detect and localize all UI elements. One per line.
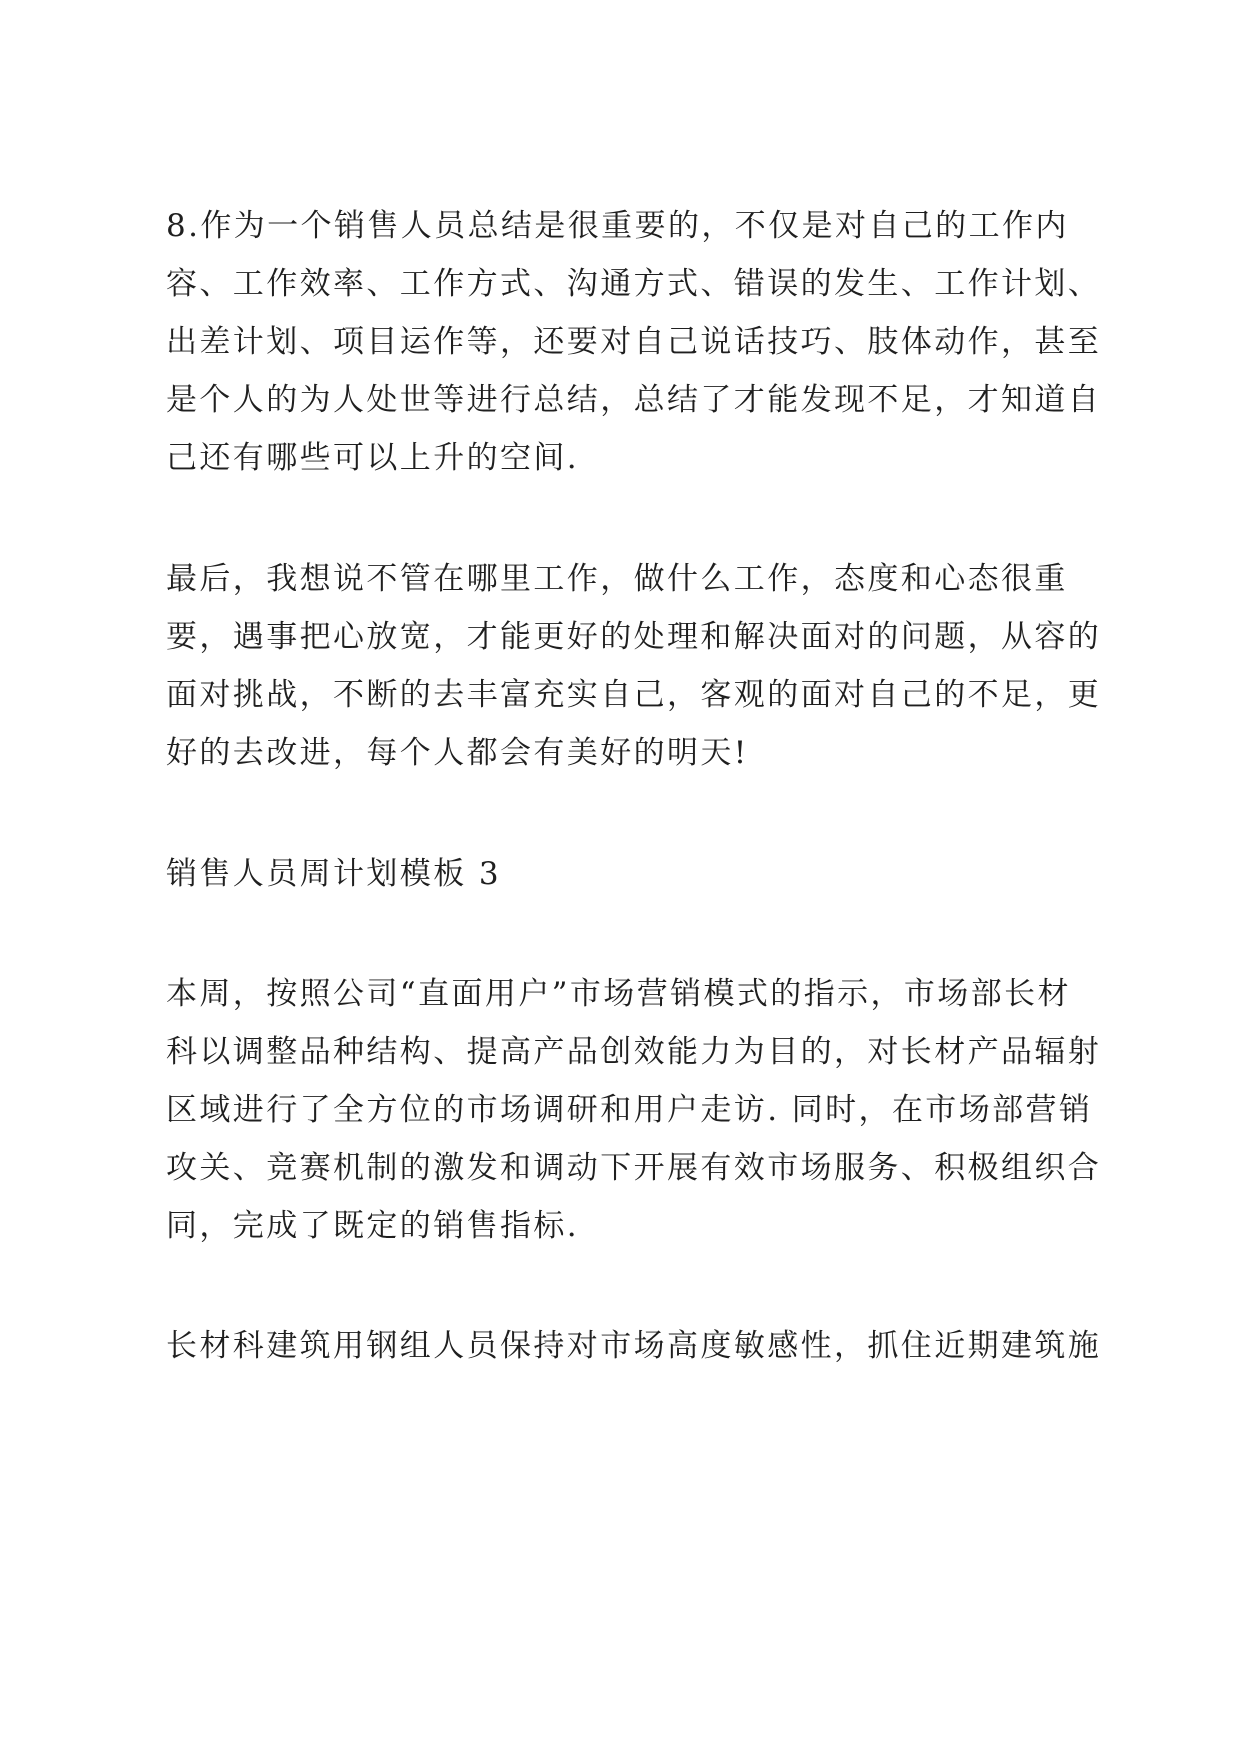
paragraph-line: 区域进行了全方位的市场调研和用户走访. 同时，在市场部营销 xyxy=(166,1092,1093,1128)
section-heading-text: 销售人员周计划模板 3 xyxy=(166,856,501,892)
paragraph-line: 本周，按照公司“直面用户”市场营销模式的指示，市场部长材 xyxy=(166,976,1071,1012)
paragraph-line: 科以调整品种结构、提高产品创效能力为目的，对长材产品辐射 xyxy=(166,1034,1102,1070)
paragraph-line: 攻关、竞赛机制的激发和调动下开展有效市场服务、积极组织合 xyxy=(166,1150,1102,1186)
paragraph-line: 最后，我想说不管在哪里工作，做什么工作，态度和心态很重 xyxy=(166,561,1068,597)
paragraph-line: 己还有哪些可以上升的空间. xyxy=(166,440,580,476)
paragraph-line: 长材科建筑用钢组人员保持对市场高度敏感性，抓住近期建筑施 xyxy=(166,1328,1102,1364)
paragraph-line: 同，完成了既定的销售指标. xyxy=(166,1208,580,1244)
paragraph-line: 出差计划、项目运作等，还要对自己说话技巧、肢体动作，甚至 xyxy=(166,324,1102,360)
paragraph-line: 好的去改进，每个人都会有美好的明天! xyxy=(166,735,749,771)
paragraph-line: 面对挑战，不断的去丰富充实自己，客观的面对自己的不足，更 xyxy=(166,677,1102,713)
paragraph-line: 是个人的为人处世等进行总结，总结了才能发现不足，才知道自 xyxy=(166,382,1102,418)
paragraph-line: 要，遇事把心放宽，才能更好的处理和解决面对的问题，从容的 xyxy=(166,619,1102,655)
paragraph-line: 容、工作效率、工作方式、沟通方式、错误的发生、工作计划、 xyxy=(166,266,1102,302)
paragraph-line: 8.作为一个销售人员总结是很重要的，不仅是对自己的工作内 xyxy=(166,208,1069,244)
